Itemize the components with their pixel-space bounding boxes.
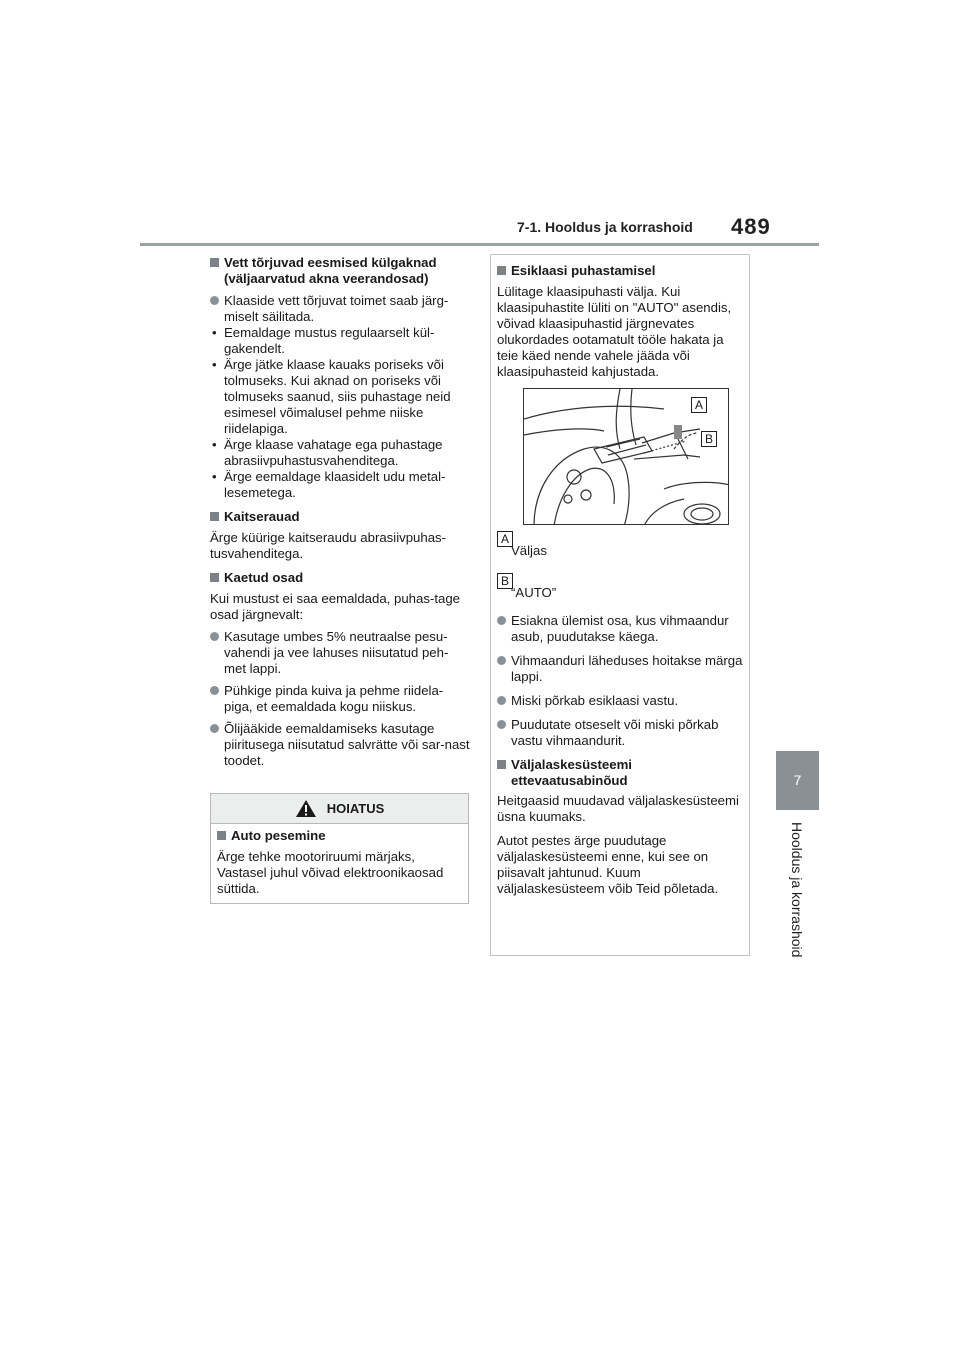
paragraph: Ärge küürige kaitseraudu abrasiivpuhas-tusvahenditega. (210, 530, 447, 561)
wiper-switch-illustration (523, 388, 729, 525)
circle-bullet-icon (210, 686, 219, 695)
circle-bullet-icon (497, 656, 506, 665)
list-item: Klaaside vett tõrjuvat toimet saab järg-miselt säilitada. (210, 293, 470, 325)
square-bullet-icon (497, 266, 506, 275)
list-item: Puudutate otseselt või miski põrkab vastu vihmaandurit. (497, 717, 743, 749)
circle-bullet-icon (497, 616, 506, 625)
warning-title: HOIATUS (326, 800, 385, 816)
square-bullet-icon (210, 512, 219, 521)
square-bullet-icon (217, 831, 226, 840)
circle-bullet-icon (497, 720, 506, 729)
list-item: Kasutage umbes 5% neutraalse pesu-vahendi ja vee lahuses niisutatud peh-met lappi. (210, 629, 470, 677)
square-bullet-icon (210, 258, 219, 267)
warning-triangle-icon (295, 799, 317, 818)
paragraph: Autot pestes ärge puudutage väljalaskesüsteemi enne, kui see on piisavalt jahtunud. Kuum väljalaskesüsteem võib Teid põletada. (497, 833, 719, 896)
left-column (210, 255, 470, 769)
callout-b-badge: B (497, 573, 513, 589)
list-item: Miski põrkab esiklaasi vastu. (497, 693, 743, 709)
section-heading: Esiklaasi puhastamisel (497, 263, 743, 280)
list-item: • Ärge eemaldage klaasidelt udu metal-lesemetega. (212, 469, 446, 500)
list-item: • Eemaldage mustus regulaarselt kül-gakendelt. (212, 325, 435, 356)
callout-a-label: A (691, 397, 707, 413)
square-bullet-icon (497, 760, 506, 769)
circle-bullet-icon (497, 696, 506, 705)
paragraph: Lülitage klaasipuhasti välja. Kui klaasipuhastite lüliti on "AUTO" asendis, võivad klaasipuhastid järgnevates olukordades ootamatult tööle hakata ja teie käed nende vahele jääda või klaasipuhasteid kahjustada. (497, 284, 732, 379)
right-column-box (490, 254, 750, 956)
chapter-tab: 7 (776, 751, 819, 810)
warning-header (211, 794, 468, 824)
page-number: 489 (731, 214, 771, 239)
list-item: Õlijääkide eemaldamiseks kasutage piiritusega niisutatud salvrätte või sar-nast toodet. (210, 721, 470, 769)
square-bullet-icon (210, 573, 219, 582)
list-item: • Ärge klaase vahatage ega puhastage abrasiivpuhastusvahenditega. (212, 437, 443, 468)
circle-bullet-icon (210, 724, 219, 733)
warning-text: Ärge tehke mootoriruumi märjaks, Vastasel juhul võivad elektroonikaosad süttida. (217, 849, 444, 896)
section-title: 7-1. Hooldus ja korrashoid (517, 219, 693, 235)
section-heading: Kaitserauad (210, 509, 470, 526)
paragraph: Heitgaasid muudavad väljalaskesüsteemi üsna kuumaks. (497, 793, 739, 824)
section-heading: Auto pesemine (217, 828, 462, 845)
section-heading: Väljalaskesüsteemi ettevaatusabinõud (497, 757, 743, 789)
circle-bullet-icon (210, 296, 219, 305)
callout-b-label: B (701, 431, 717, 447)
list-item: Vihmaanduri läheduses hoitakse märga lappi. (497, 653, 743, 685)
warning-box (210, 793, 469, 904)
section-heading: Kaetud osad (210, 570, 470, 587)
section-heading: Vett tõrjuvad eesmised külgaknad (väljaarvatud akna veerandosad) (210, 255, 470, 287)
circle-bullet-icon (210, 632, 219, 641)
legend-item: A Väljas (497, 531, 743, 559)
header-divider (140, 243, 819, 246)
paragraph: Kui mustust ei saa eemaldada, puhas-tage osad järgnevalt: (210, 591, 460, 622)
list-item: Pühkige pinda kuiva ja pehme riidela-piga, et eemaldada kogu niiskus. (210, 683, 470, 715)
list-item: • Ärge jätke klaase kauaks poriseks või tolmuseks. Kui aknad on poriseks või tolmuseks saanud, siis puhastage neid esimesel võimalusel pehme niiske riidelapiga. (212, 357, 451, 436)
chapter-label: Hooldus ja korrashoid (789, 822, 805, 958)
list-item: Esiakna ülemist osa, kus vihmaandur asub, puudutakse käega. (497, 613, 743, 645)
callout-a-badge: A (497, 531, 513, 547)
legend-item: B “AUTO” (497, 573, 743, 601)
